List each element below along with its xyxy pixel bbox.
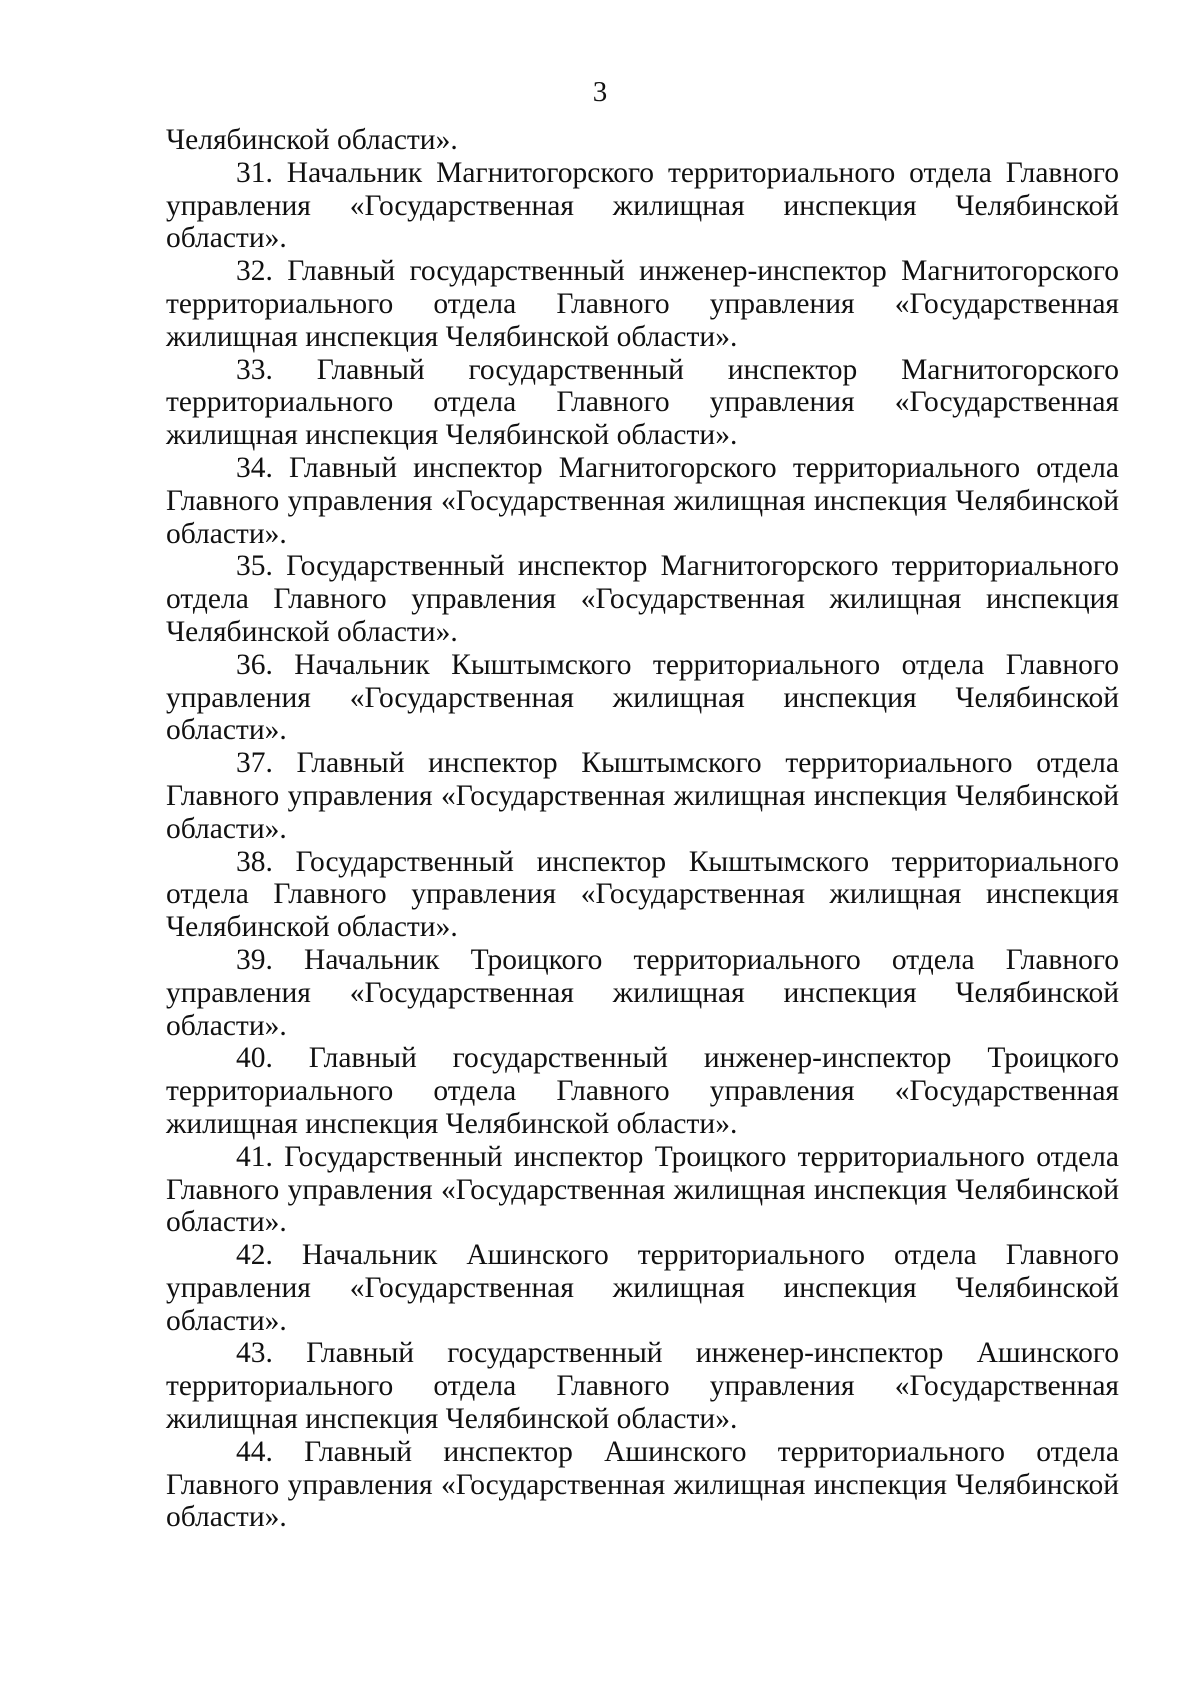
list-item-44: 44. Главный инспектор Ашинского территориального отдела Главного управления «Государственная жилищная инспекция Челябинской области». [166,1435,1119,1534]
list-item-40: 40. Главный государственный инженер-инспектор Троицкого территориального отдела Главного управления «Государственная жилищная инспекция Челябинской области». [166,1042,1119,1140]
document-body [166,124,1119,1534]
list-item-41: 41. Государственный инспектор Троицкого территориального отдела Главного управления «Государственная жилищная инспекция Челябинской области». [166,1140,1119,1239]
list-item-39: 39. Начальник Троицкого территориального отдела Главного управления «Государственная жилищная инспекция Челябинской области». [166,943,1119,1042]
list-item-42: 42. Начальник Ашинского территориального отдела Главного управления «Государственная жилищная инспекция Челябинской области». [166,1239,1119,1337]
list-item-38: 38. Государственный инспектор Кыштымского территориального отдела Главного управления «Государственная жилищная инспекция Челябинской области». [166,845,1119,944]
list-item-37: 37. Главный инспектор Кыштымского территориального отдела Главного управления «Государственная жилищная инспекция Челябинской области». [166,747,1119,845]
list-item-34: 34. Главный инспектор Магнитогорского территориального отдела Главного управления «Государственная жилищная инспекция Челябинской области». [166,451,1119,550]
list-item-43: 43. Главный государственный инженер-инспектор Ашинского территориального отдела Главного управления «Государственная жилищная инспекция Челябинской области». [166,1337,1119,1436]
list-item-36: 36. Начальник Кыштымского территориального отдела Главного управления «Государственная жилищная инспекция Челябинской области». [166,648,1119,747]
page-number: 3 [592,76,608,108]
list-item-35: 35. Государственный инспектор Магнитогорского территориального отдела Главного управления «Государственная жилищная инспекция Челябинской области». [166,550,1119,648]
list-item-32: 32. Главный государственный инженер-инспектор Магнитогорского территориального отдела Главного управления «Государственная жилищная инспекция Челябинской области». [166,255,1119,353]
continuation-paragraph: Челябинской области». [166,124,458,156]
list-item-31: 31. Начальник Магнитогорского территориального отдела Главного управления «Государственная жилищная инспекция Челябинской области». [166,156,1119,255]
list-item-33: 33. Главный государственный инспектор Магнитогорского территориального отдела Главного управления «Государственная жилищная инспекция Челябинской области». [166,353,1119,452]
